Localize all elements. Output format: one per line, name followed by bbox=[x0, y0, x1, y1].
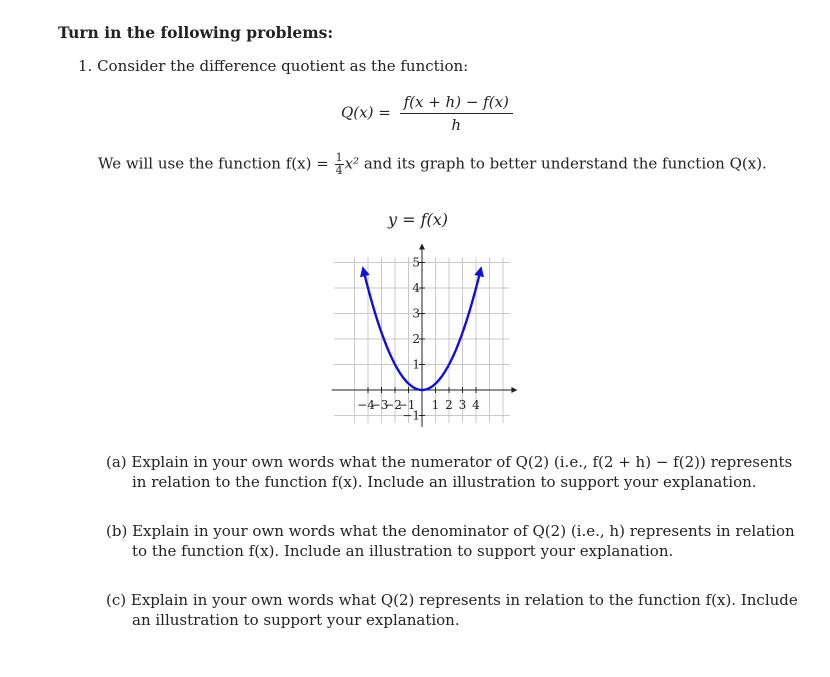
x-tick-label: 4 bbox=[472, 398, 480, 412]
part-b-line2: to the function f(x). Include an illustration to support your explanation. bbox=[132, 542, 674, 560]
part-a-line2: in relation to the function f(x). Include an illustration to support your explanation. bbox=[132, 473, 757, 491]
x-tick-label: −1 bbox=[397, 398, 416, 412]
x-squared: x² bbox=[344, 154, 360, 173]
y-tick-label: −1 bbox=[402, 408, 420, 423]
part-c bbox=[106, 590, 798, 630]
y-tick-label: 3 bbox=[412, 306, 420, 321]
x-tick-label: 3 bbox=[458, 398, 467, 412]
fraction-numerator: 1 bbox=[335, 151, 343, 164]
q-denominator: h bbox=[451, 116, 462, 134]
one-quarter-fraction bbox=[335, 152, 344, 177]
part-a bbox=[106, 452, 792, 492]
fraction-denominator: 4 bbox=[335, 164, 343, 177]
y-tick-label: 1 bbox=[412, 357, 420, 372]
problem-intro: 1. Consider the difference quotient as the function: bbox=[78, 57, 469, 75]
q-fraction bbox=[400, 93, 513, 134]
x-axis-arrow bbox=[511, 387, 517, 393]
x-tick-label: 1 bbox=[431, 398, 440, 412]
difference-quotient-formula bbox=[341, 93, 513, 134]
q-lhs: Q(x) = bbox=[341, 103, 391, 122]
y-axis-arrow bbox=[419, 243, 425, 249]
part-c-line2: an illustration to support your explanation. bbox=[132, 611, 460, 629]
x-tick-label: −3 bbox=[370, 398, 389, 412]
section-heading: Turn in the following problems: bbox=[58, 23, 334, 42]
q-numerator: f(x + h) − f(x) bbox=[400, 93, 513, 114]
y-tick-label: 5 bbox=[412, 255, 420, 270]
x-tick-label: −4 bbox=[357, 398, 375, 412]
part-b bbox=[106, 521, 795, 561]
intro-after: and its graph to better understand the function Q(x). bbox=[363, 154, 767, 173]
part-a-line1: (a) Explain in your own words what the numerator of Q(2) (i.e., f(2 + h) − f(2)) represents bbox=[106, 453, 793, 471]
y-tick-label: 4 bbox=[412, 281, 420, 295]
x-tick-label: −2 bbox=[384, 398, 402, 412]
part-c-line1: (c) Explain in your own words what Q(2) represents in relation to the function f(x). Include bbox=[106, 591, 798, 609]
graph-label: y = f(x) bbox=[388, 210, 449, 229]
x-tick-label: 2 bbox=[445, 398, 453, 412]
function-intro bbox=[98, 152, 767, 177]
intro-before: We will use the function f(x) = bbox=[98, 154, 329, 173]
part-b-line1: (b) Explain in your own words what the denominator of Q(2) (i.e., h) represents in relation bbox=[106, 522, 795, 540]
y-tick-label: 2 bbox=[412, 332, 420, 346]
parabola-graph bbox=[330, 240, 520, 435]
